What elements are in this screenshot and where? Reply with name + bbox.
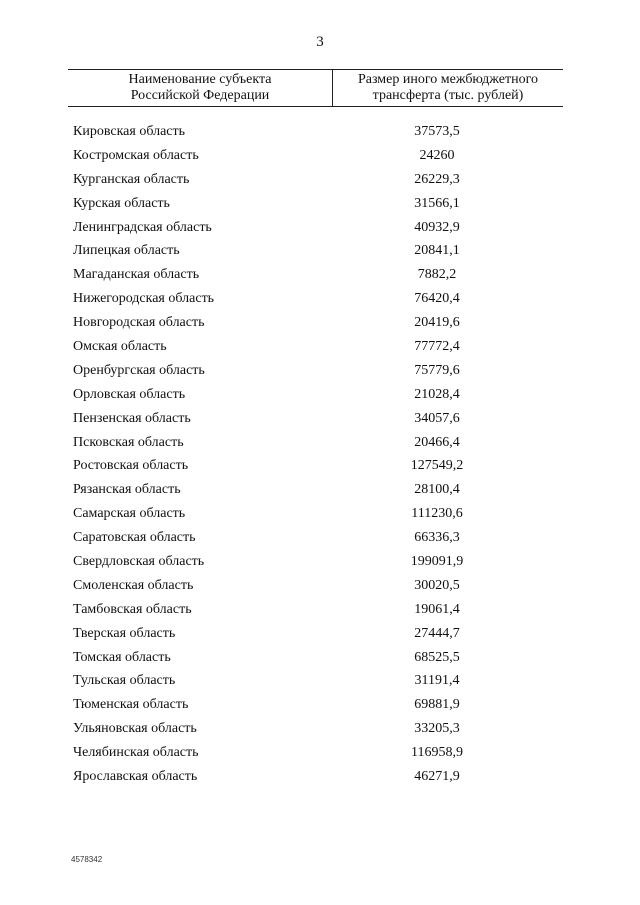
table-row (0, 647, 640, 671)
subject-name: Челябинская область (73, 745, 199, 761)
table-row (0, 217, 640, 241)
table-body (0, 121, 640, 790)
transfer-amount: 69881,9 (414, 697, 460, 713)
subject-name: Нижегородская область (73, 291, 215, 307)
transfer-amount: 68525,5 (414, 649, 460, 665)
table-row (0, 312, 640, 336)
header-subject-name-line1: Наименование субъекта (128, 72, 272, 87)
table-row (0, 766, 640, 790)
subject-name: Ульяновская область (73, 721, 197, 737)
transfer-amount: 40932,9 (414, 219, 460, 235)
transfer-amount: 19061,4 (414, 601, 460, 617)
transfer-amount: 33205,3 (414, 721, 460, 737)
subject-name: Оренбургская область (73, 362, 205, 378)
table-row (0, 193, 640, 217)
transfer-amount: 127549,2 (410, 458, 464, 474)
transfer-amount: 75779,6 (414, 362, 460, 378)
transfer-amount: 31191,4 (414, 673, 460, 689)
subject-name: Свердловская область (73, 554, 205, 570)
transfer-amount: 116958,9 (411, 745, 463, 761)
table-row (0, 288, 640, 312)
subject-name: Томская область (73, 649, 171, 665)
transfer-amount: 31566,1 (414, 195, 460, 211)
table-row (0, 599, 640, 623)
subject-name: Магаданская область (73, 267, 200, 283)
header-transfer-amount-line2: трансферта (тыс. рублей) (372, 88, 524, 103)
transfer-amount: 111230,6 (411, 506, 463, 522)
transfer-amount: 77772,4 (414, 339, 460, 355)
transfer-amount: 20841,1 (414, 243, 460, 259)
subject-name: Кировская область (73, 124, 186, 139)
subject-name: Пензенская область (73, 410, 191, 426)
subject-name: Омская область (73, 339, 167, 355)
subject-name: Курганская область (73, 171, 190, 187)
table-row (0, 264, 640, 288)
table-row (0, 670, 640, 694)
table-row (0, 694, 640, 718)
table-row (0, 551, 640, 575)
document-id: 4578342 (71, 855, 103, 864)
subject-name: Рязанская область (73, 482, 181, 498)
page-number: 3 (316, 34, 324, 50)
transfer-amount: 26229,3 (414, 171, 460, 187)
header-transfer-amount (333, 72, 563, 104)
transfer-amount: 37573,5 (414, 124, 460, 139)
table-row (0, 479, 640, 503)
transfer-amount: 34057,6 (414, 410, 460, 426)
transfer-amount: 21028,4 (414, 386, 460, 402)
subject-name: Самарская область (73, 506, 186, 522)
transfer-amount: 28100,4 (414, 482, 460, 498)
transfer-amount: 27444,7 (414, 625, 460, 641)
table-row (0, 527, 640, 551)
subject-name: Курская область (73, 195, 170, 211)
subject-name: Костромская область (73, 147, 199, 163)
subject-name: Ярославская область (73, 769, 198, 785)
subject-name: Тверская область (73, 625, 176, 641)
subject-name: Саратовская область (73, 530, 196, 546)
transfer-amount: 46271,9 (414, 769, 460, 785)
table-row (0, 503, 640, 527)
subject-name: Тамбовская область (73, 601, 192, 617)
subject-name: Новгородская область (73, 315, 205, 331)
transfer-amount: 66336,3 (414, 530, 460, 546)
subject-name: Липецкая область (73, 243, 180, 259)
table-row (0, 121, 640, 145)
table-row (0, 360, 640, 384)
table-row (0, 336, 640, 360)
table-row (0, 718, 640, 742)
subject-name: Псковская область (73, 434, 184, 450)
subject-name: Орловская область (73, 386, 186, 402)
header-transfer-amount-line1: Размер иного межбюджетного (357, 72, 539, 87)
table-row (0, 432, 640, 456)
transfer-amount: 20466,4 (414, 434, 460, 450)
table-row (0, 240, 640, 264)
table-row (0, 742, 640, 766)
subject-name: Ростовская область (73, 458, 189, 474)
table-header (68, 69, 563, 107)
transfer-amount: 20419,6 (414, 315, 460, 331)
table-row (0, 623, 640, 647)
subject-name: Смоленская область (73, 577, 194, 593)
table-row (0, 384, 640, 408)
table-row (0, 169, 640, 193)
header-subject-name-line2: Российской Федерации (130, 88, 270, 103)
table-row (0, 455, 640, 479)
subject-name: Ленинградская область (73, 219, 212, 235)
table-row (0, 408, 640, 432)
subject-name: Тульская область (73, 673, 176, 689)
transfer-amount: 30020,5 (414, 577, 460, 593)
transfer-amount: 24260 (419, 147, 455, 163)
transfer-amount: 76420,4 (414, 291, 460, 307)
transfer-amount: 7882,2 (417, 267, 457, 283)
transfer-amount: 199091,9 (410, 554, 464, 570)
subject-name: Тюменская область (73, 697, 189, 713)
table-row (0, 575, 640, 599)
header-subject-name (68, 72, 332, 104)
table-row (0, 145, 640, 169)
